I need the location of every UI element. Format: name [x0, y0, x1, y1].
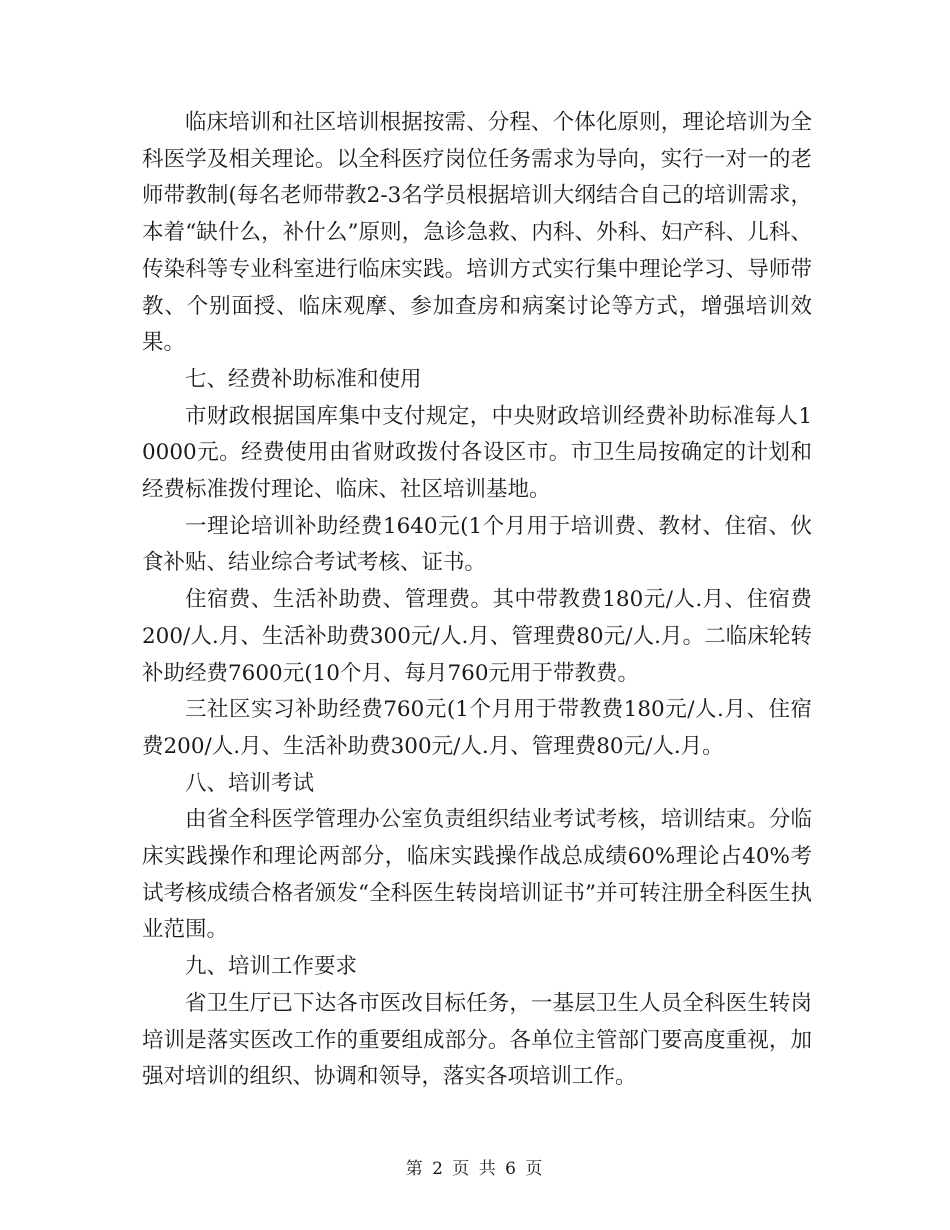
paragraph-exam: 由省全科医学管理办公室负责组织结业考试考核，培训结束。分临床实践操作和理论两部分，临床实践操作战总成绩60%理论占40%考试考核成绩合格者颁发“全科医生转岗培训证书”并可转注册全科医生执业范围。 [142, 807, 812, 943]
paragraph-clinical-funding: 住宿费、生活补助费、管理费。其中带教费180元/人.月、住宿费200/人.月、生活补助费300元/人.月、管理费80元/人.月。二临床轮转补助经费7600元(10个月、每月760元用于带教费。 [142, 587, 812, 686]
section-heading-exam: 八、培训考试 [185, 770, 315, 796]
page-number-footer: 第 2 页 共 6 页 [405, 1159, 545, 1179]
paragraph-training-method: 临床培训和社区培训根据按需、分程、个体化原则，理论培训为全科医学及相关理论。以全科医疗岗位任务需求为导向，实行一对一的老师带教制(每名老师带教2-3名学员根据培训大纲结合自己的培训需求，本着“缺什么，补什么”原则，急诊急救、内科、外科、妇产科、儿科、传染科等专业科室进行临床实践。培训方式实行集中理论学习、导师带教、个别面授、临床观摩、参加查房和病案讨论等方式，增强培训效果。 [142, 110, 812, 356]
document-body [142, 105, 812, 1096]
paragraph-community-funding: 三社区实习补助经费760元(1个月用于带教费180元/人.月、住宿费200/人.月、生活补助费300元/人.月、管理费80元/人.月。 [142, 697, 812, 759]
paragraph-theory-funding: 一理论培训补助经费1640元(1个月用于培训费、教材、住宿、伙食补贴、结业综合考试考核、证书。 [142, 513, 812, 576]
section-heading-funding: 七、经费补助标准和使用 [185, 366, 422, 392]
section-heading-requirements: 九、培训工作要求 [185, 954, 358, 980]
paragraph-funding-standard: 市财政根据国库集中支付规定，中央财政培训经费补助标准每人10000元。经费使用由省财政拨付各设区市。市卫生局按确定的计划和经费标准拨付理论、临床、社区培训基地。 [142, 403, 812, 503]
paragraph-requirements: 省卫生厅已下达各市医改目标任务，一基层卫生人员全科医生转岗培训是落实医改工作的重要组成部分。各单位主管部门要高度重视，加强对培训的组织、协调和领导，落实各项培训工作。 [142, 990, 812, 1090]
